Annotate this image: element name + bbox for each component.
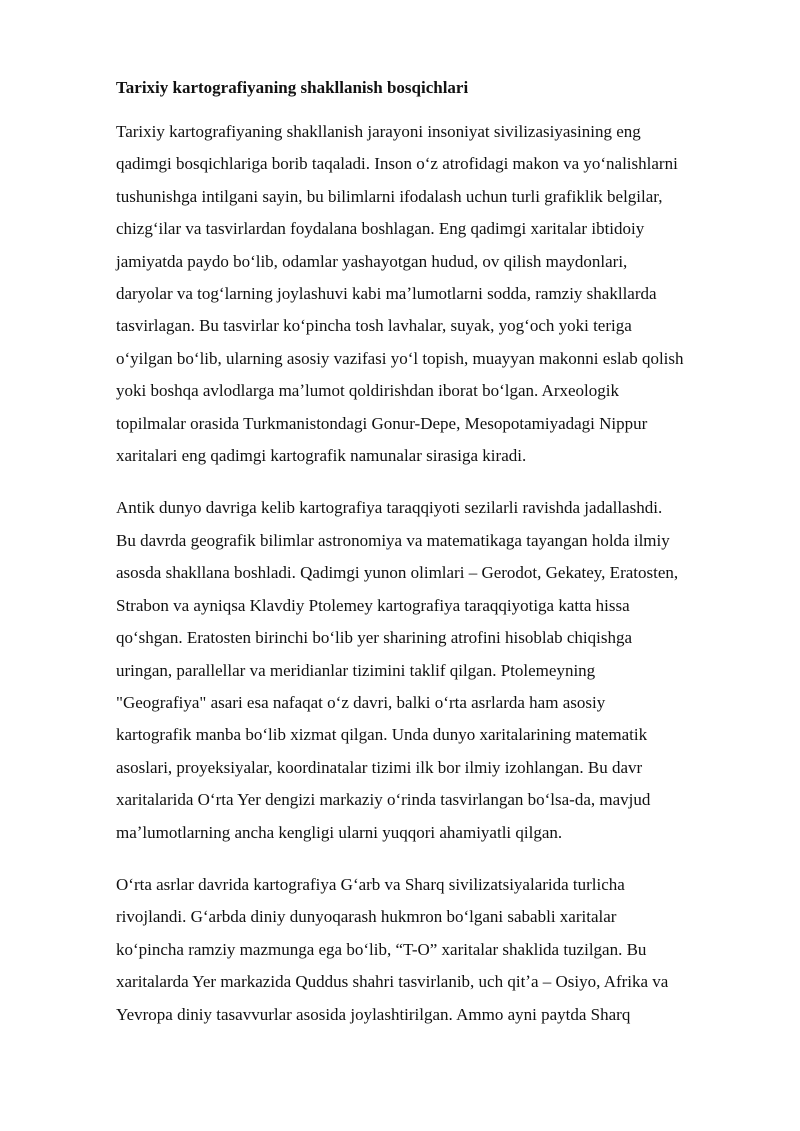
paragraph (116, 116, 746, 472)
text-line: topilmalar orasida Turkmanistondagi Gonur-Depe, Mesopotamiyadagi Nippur (116, 413, 648, 433)
text-line: tasvirlagan. Bu tasvirlar koʻpincha tosh lavhalar, suyak, yogʻoch yoki teriga (116, 316, 632, 336)
paragraph (116, 492, 746, 848)
paragraph (116, 869, 746, 1031)
text-line: Oʻrta asrlar davrida kartografiya Gʻarb va Sharq sivilizatsiyalarida turlicha (116, 874, 625, 894)
text-line: Tarixiy kartografiyaning shakllanish jarayoni insoniyat sivilizasiyasining eng (116, 122, 641, 141)
text-line: xaritalarda Yer markazida Quddus shahri tasvirlanib, uch qitʼa – Osiyo, Afrika va (116, 972, 669, 992)
text-line: yoki boshqa avlodlarga maʼlumot qoldirishdan iborat boʻlgan. Arxeologik (116, 381, 619, 401)
text-line: tushunishga intilgani sayin, bu bilimlarni ifodalash uchun turli grafiklik belgilar, (116, 186, 663, 206)
text-line: Antik dunyo davriga kelib kartografiya taraqqiyoti sezilarli ravishda jadallashdi. (116, 498, 663, 518)
text-line: kartografik manba boʻlib xizmat qilgan. Unda dunyo xaritalarining matematik (116, 725, 648, 745)
text-line: maʼlumotlarning ancha kengligi ularni yuqqori ahamiyatli qilgan. (116, 822, 563, 842)
text-line: jamiyatda paydo boʻlib, odamlar yashayotgan hudud, ov qilish maydonlari, (116, 251, 628, 271)
text-line: Strabon va ayniqsa Klavdiy Ptolemey kartografiya taraqqiyotiga katta hissa (116, 595, 630, 615)
text-line: Bu davrda geografik bilimlar astronomiya va matematikaga tayangan holda ilmiy (116, 530, 670, 550)
text-line: rivojlandi. Gʻarbda diniy dunyoqarash hukmron boʻlgani sababli xaritalar (116, 907, 617, 927)
text-line: Yevropa diniy tasavvurlar asosida joylashtirilgan. Ammo ayni paytda Sharq (116, 1004, 631, 1024)
text-line: qadimgi bosqichlariga borib taqaladi. Inson oʻz atrofidagi makon va yoʻnalishlarni (116, 154, 678, 174)
document-title: Tarixiy kartografiyaning shakllanish bosqichlari (116, 78, 469, 97)
text-line: chizgʻilar va tasvirlardan foydalana boshlagan. Eng qadimgi xaritalar ibtidoiy (116, 219, 645, 239)
text-line: "Geografiya" asari esa nafaqat oʻz davri, balki oʻrta asrlarda ham asosiy (116, 692, 606, 712)
text-line: koʻpincha ramziy mazmunga ega boʻlib, “T-O” xaritalar shaklida tuzilgan. Bu (116, 939, 647, 959)
text-line: oʻyilgan boʻlib, ularning asosiy vazifasi yoʻl topish, muayyan makonni eslab qolish (116, 348, 684, 368)
text-line: xaritalarida Oʻrta Yer dengizi markaziy oʻrinda tasvirlangan boʻlsa-da, mavjud (116, 790, 651, 810)
document-page (116, 72, 746, 1051)
text-line: xaritalari eng qadimgi kartografik namunalar sirasiga kiradi. (116, 446, 527, 466)
text-line: qoʻshgan. Eratosten birinchi boʻlib yer sharining atrofini hisoblab chiqishga (116, 628, 633, 648)
text-line: daryolar va togʻlarning joylashuvi kabi maʼlumotlarni sodda, ramziy shakllarda (116, 284, 657, 304)
text-line: uringan, parallellar va meridianlar tizimini taklif qilgan. Ptolemeyning (116, 660, 596, 680)
text-line: asosda shakllana boshladi. Qadimgi yunon olimlari – Gerodot, Gekatey, Eratosten, (116, 563, 679, 583)
text-line: asoslari, proyeksiyalar, koordinatalar tizimi ilk bor ilmiy izohlangan. Bu davr (116, 757, 643, 777)
